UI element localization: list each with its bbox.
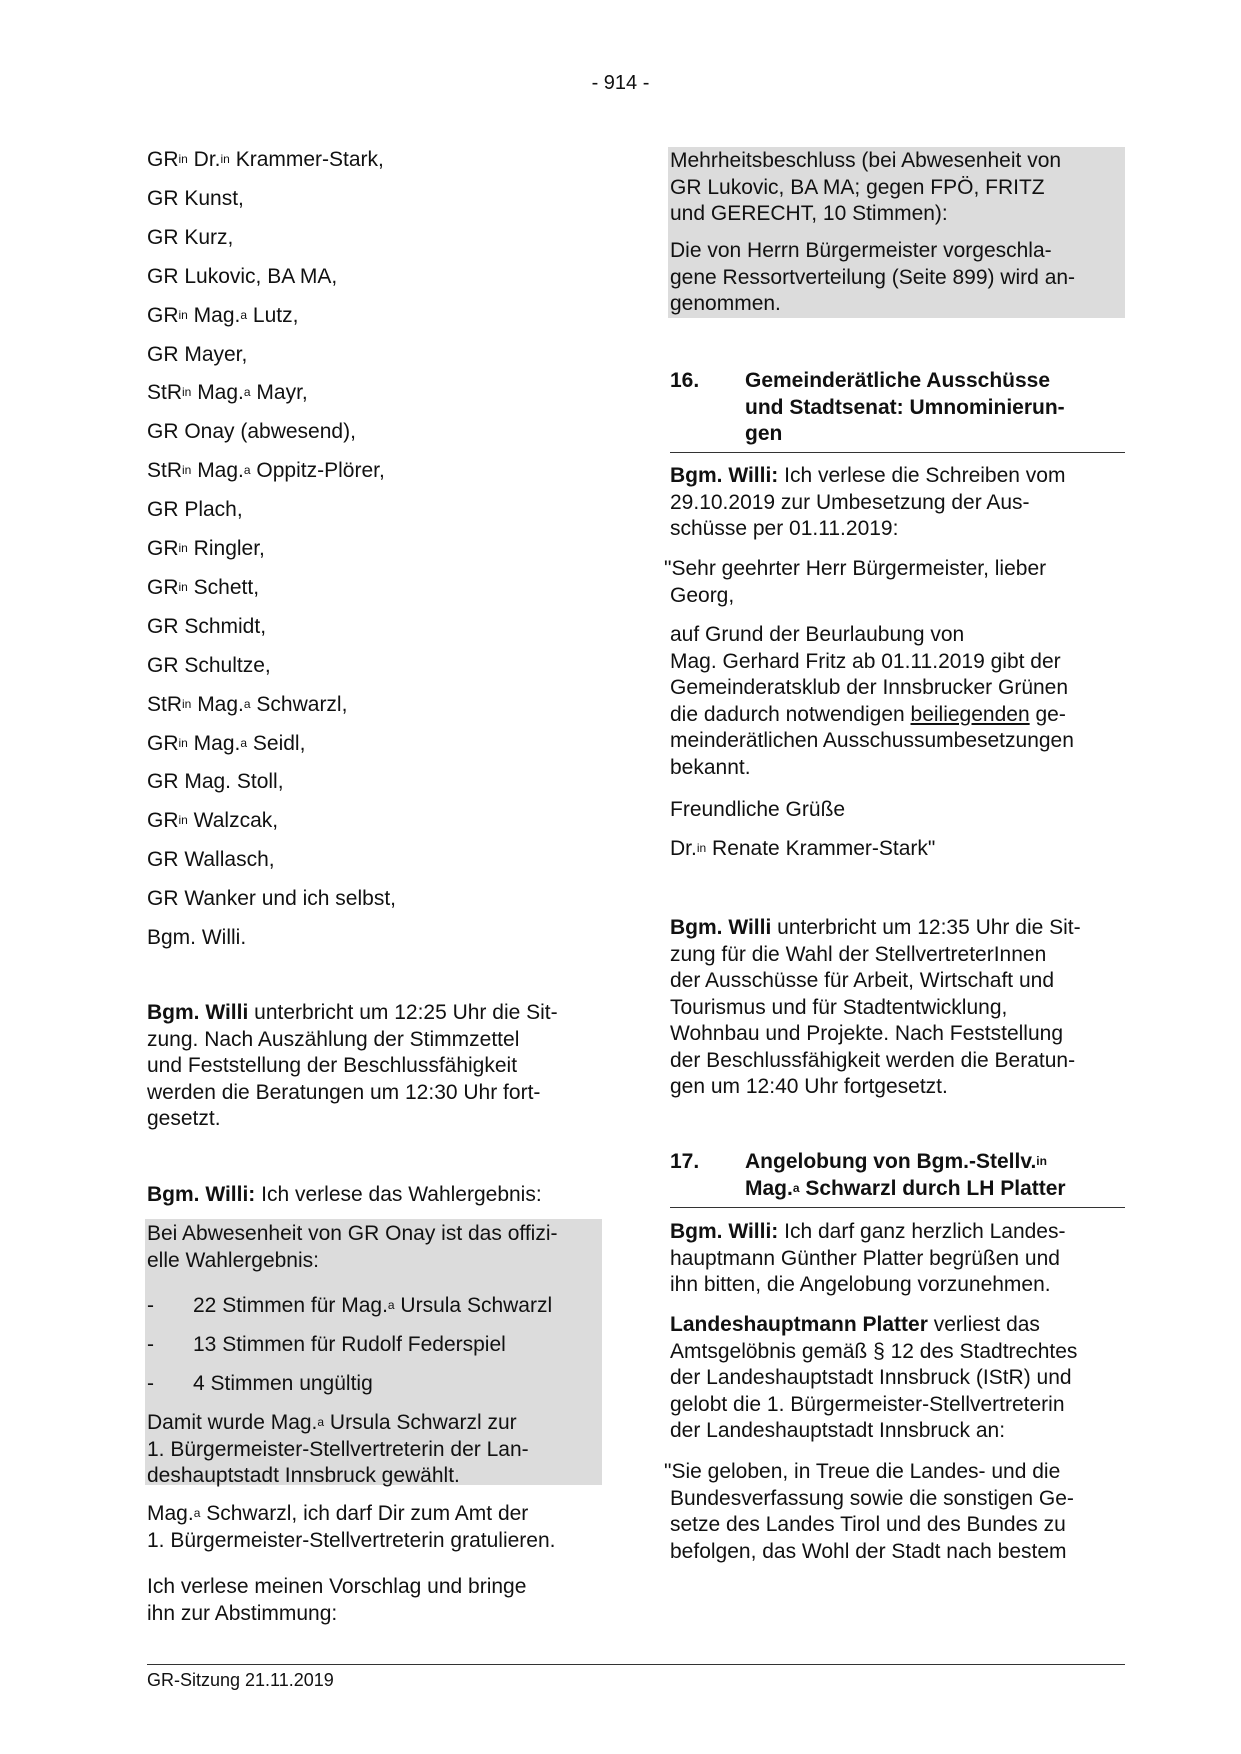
text-line: gesetzt. — [147, 1107, 221, 1130]
attendee-name — [147, 808, 278, 834]
agenda-item-16 — [670, 368, 1125, 448]
text: GR Kurz, — [147, 225, 234, 249]
text-line: der Landeshauptstadt Innsbruck an: — [670, 1419, 1006, 1442]
letter-greeting: Freundliche Grüße — [670, 798, 846, 821]
attendee-name — [147, 225, 233, 251]
text: GR Wanker und ich selbst, — [147, 887, 396, 911]
text: ge- — [1029, 702, 1066, 726]
text: Mag. — [147, 1502, 194, 1525]
text: Schett, — [187, 575, 260, 599]
text: GR Plach, — [147, 498, 243, 522]
text: die dadurch notwendigen — [670, 702, 911, 726]
text-line: Mehrheitsbeschluss (bei Abwesenheit von — [670, 149, 1062, 172]
paragraph-election-result-intro — [147, 1182, 602, 1209]
superscript: in — [220, 152, 230, 166]
decision-text — [670, 238, 1125, 318]
attendee-name — [147, 380, 308, 406]
speaker-name: Bgm. Willi — [147, 1001, 249, 1024]
text: Renate Krammer-Stark" — [706, 837, 936, 860]
text: Angelobung von Bgm.-Stellv. — [745, 1150, 1037, 1173]
text-line: Amtsgelöbnis gemäß § 12 des Stadtrechtes — [670, 1339, 1078, 1363]
text: GR Onay (abwesend), — [147, 420, 356, 444]
text: Mag. — [187, 303, 241, 327]
text-line: 1. Bürgermeister-Stellvertreterin gratulieren. — [147, 1528, 556, 1552]
text: GR Schmidt, — [147, 614, 267, 638]
text-line: Georg, — [670, 583, 735, 607]
text-line: gene Ressortverteilung (Seite 899) wird an- — [670, 265, 1076, 289]
superscript: a — [243, 463, 251, 478]
superscript: in — [182, 696, 192, 711]
text-line: zung. Nach Auszählung der Stimmzettel — [147, 1027, 520, 1051]
page-number: - 914 - — [591, 72, 650, 94]
attendee-name — [147, 419, 356, 445]
superscript: a — [193, 1506, 201, 1520]
text-line: befolgen, das Wohl der Stadt nach bestem — [670, 1539, 1067, 1563]
attendee-name — [147, 575, 259, 601]
attendee-name — [147, 497, 243, 523]
election-result-conclusion — [147, 1410, 602, 1490]
superscript: in — [178, 735, 188, 750]
text: Schwarzl durch LH Platter — [799, 1176, 1066, 1200]
decision-statement — [670, 148, 1125, 228]
paragraph-oath-intro — [670, 1312, 1125, 1445]
election-result-intro — [147, 1221, 602, 1274]
paragraph-welcome — [670, 1219, 1125, 1299]
text: 22 Stimmen für Mag. — [193, 1294, 388, 1317]
text: StR — [147, 381, 183, 405]
superscript: a — [387, 1298, 395, 1312]
attendee-name — [147, 692, 347, 718]
text: StR — [147, 459, 183, 483]
attendee-name — [147, 342, 247, 368]
text-line: Die von Herrn Bürgermeister vorgeschla- — [670, 239, 1052, 262]
attendee-name — [147, 303, 298, 329]
heading-rule — [670, 1207, 1125, 1208]
text-line: elle Wahlergebnis: — [147, 1248, 319, 1272]
text: GR Schultze, — [147, 653, 271, 677]
attendee-name — [147, 147, 384, 173]
oath-text — [664, 1459, 1125, 1565]
superscript: in — [178, 307, 188, 322]
text: Mag. — [191, 459, 244, 483]
text: Mag. — [745, 1176, 793, 1200]
letter-salutation — [664, 556, 1125, 609]
superscript: a — [243, 385, 251, 400]
dash: - — [147, 1372, 154, 1395]
text-line: Ich darf ganz herzlich Landes- — [778, 1220, 1066, 1243]
text: Krammer-Stark, — [229, 148, 384, 171]
text: GR — [147, 575, 179, 599]
superscript: in — [182, 463, 192, 478]
text-line: Tourismus und für Stadtentwicklung, — [670, 995, 1008, 1019]
text-line: Bundesverfassung sowie die sonstigen Ge- — [670, 1486, 1074, 1510]
text: Walzcak, — [187, 809, 279, 833]
text-line: und Stadtsenat: Umnominierun- — [745, 395, 1065, 419]
paragraph-proposal — [147, 1574, 602, 1627]
text-line: Ich verlese meinen Vorschlag und bringe — [147, 1575, 527, 1598]
text-line: "Sehr geehrter Herr Bürgermeister, lieber — [664, 557, 1047, 580]
heading-rule — [670, 452, 1125, 453]
superscript: a — [243, 696, 251, 711]
attendee-name — [147, 458, 385, 484]
letter-body — [670, 622, 1125, 781]
text: GR Kunst, — [147, 186, 244, 210]
text: Schwarzl, — [250, 692, 348, 716]
text-line: gen um 12:40 Uhr fortgesetzt. — [670, 1075, 948, 1098]
text-line: und Feststellung der Beschlussfähigkeit — [147, 1054, 518, 1077]
speaker-name: Bgm. Willi — [670, 916, 772, 939]
superscript: a — [317, 1415, 325, 1429]
text: Seidl, — [247, 731, 306, 755]
speaker-name: Bgm. Willi: — [147, 1183, 256, 1206]
text: Mag. — [187, 731, 241, 755]
text-line: deshauptstadt Innsbruck gewählt. — [147, 1464, 460, 1487]
text-line: gelobt die 1. Bürgermeister-Stellvertreterin — [670, 1392, 1065, 1416]
text-line: Ich verlese die Schreiben vom — [778, 464, 1066, 487]
text-line: meinderätlichen Ausschussumbesetzungen — [670, 729, 1074, 752]
attendee-name — [147, 186, 244, 212]
text: StR — [147, 692, 183, 716]
superscript: in — [178, 579, 188, 594]
text-line: genommen. — [670, 292, 781, 315]
text: GR — [147, 731, 179, 755]
superscript: in — [182, 385, 192, 400]
attendee-name — [147, 847, 275, 873]
text: Damit wurde Mag. — [147, 1411, 318, 1434]
text-line: 29.10.2019 zur Umbesetzung der Aus- — [670, 490, 1030, 514]
item-title — [745, 1149, 1125, 1202]
text: GR Mag. Stoll, — [147, 770, 284, 794]
text: Oppitz-Plörer, — [250, 459, 385, 483]
text-line: Mag. Gerhard Fritz ab 01.11.2019 gibt der — [670, 649, 1061, 673]
text-line: Ich verlese das Wahlergebnis: — [255, 1183, 542, 1206]
attendee-name — [147, 925, 246, 951]
text-line: 1. Bürgermeister-Stellvertreterin der Lan- — [147, 1437, 529, 1461]
paragraph-letter-intro — [670, 463, 1125, 543]
superscript: in — [696, 841, 707, 855]
text-line: bekannt. — [670, 755, 751, 779]
text: 13 Stimmen für Rudolf Federspiel — [193, 1333, 506, 1356]
text-line: GR Lukovic, BA MA; gegen FPÖ, FRITZ — [670, 175, 1045, 199]
text: Schwarzl, ich darf Dir zum Amt der — [200, 1502, 529, 1525]
text-line: unterbricht um 12:35 Uhr die Sit- — [771, 916, 1081, 939]
attendee-name — [147, 536, 265, 562]
text: GR — [147, 148, 179, 171]
attendee-name — [147, 886, 396, 912]
text: GR Wallasch, — [147, 848, 275, 872]
attendee-name — [147, 653, 271, 679]
dash: - — [147, 1333, 154, 1356]
text-line: auf Grund der Beurlaubung von — [670, 623, 965, 646]
attendee-name — [147, 769, 284, 795]
result-item — [147, 1293, 552, 1319]
attendee-name — [147, 264, 337, 290]
text-line: der Landeshauptstadt Innsbruck (IStR) und — [670, 1366, 1072, 1389]
speaker-name: Landeshauptmann Platter — [670, 1313, 928, 1336]
attendee-name — [147, 731, 305, 757]
text-line: setze des Landes Tirol und des Bundes zu — [670, 1513, 1066, 1536]
superscript: a — [240, 735, 248, 750]
text: GR Lukovic, BA MA, — [147, 264, 338, 288]
text: 4 Stimmen ungültig — [193, 1372, 373, 1395]
letter-signature — [670, 836, 1125, 863]
item-number: 17. — [670, 1150, 700, 1173]
text-line: hauptmann Günther Platter begrüßen und — [670, 1246, 1060, 1270]
superscript: in — [1036, 1154, 1047, 1168]
text-line: gen — [745, 422, 783, 445]
paragraph-congratulations — [147, 1501, 602, 1554]
text: GR — [147, 303, 179, 327]
dash: - — [147, 1294, 154, 1317]
text-line: und GERECHT, 10 Stimmen): — [670, 202, 948, 225]
superscript: in — [178, 152, 188, 166]
text: Ursula Schwarzl zur — [324, 1411, 517, 1434]
text-line: "Sie geloben, in Treue die Landes- und die — [664, 1460, 1061, 1483]
text-line: ihn zur Abstimmung: — [147, 1601, 338, 1625]
text: Mag. — [191, 692, 244, 716]
text: Ringler, — [187, 537, 265, 560]
text: GR — [147, 809, 179, 833]
item-title — [745, 368, 1125, 448]
text-line: Gemeinderätliche Ausschüsse — [745, 369, 1051, 392]
text-line: der Beschlussfähigkeit werden die Beratun- — [670, 1048, 1076, 1072]
text: Mayr, — [250, 381, 308, 405]
text: Dr. — [187, 148, 221, 171]
text: Mag. — [191, 381, 244, 405]
text-line: ihn bitten, die Angelobung vorzunehmen. — [670, 1273, 1051, 1296]
text: Lutz, — [247, 303, 299, 327]
result-item — [147, 1371, 373, 1397]
text-line: der Ausschüsse für Arbeit, Wirtschaft und — [670, 969, 1055, 992]
agenda-item-17 — [670, 1149, 1125, 1203]
text: Bgm. Willi. — [147, 926, 247, 949]
text-line: verliest das — [927, 1313, 1040, 1336]
paragraph-recess-2 — [670, 915, 1125, 1101]
footer-text: GR-Sitzung 21.11.2019 — [147, 1670, 334, 1690]
text: Ursula Schwarzl — [394, 1294, 553, 1317]
text-line: Bei Abwesenheit von GR Onay ist das offizi- — [147, 1222, 558, 1245]
superscript: a — [792, 1180, 800, 1195]
text: GR Mayer, — [147, 342, 248, 366]
result-item — [147, 1332, 506, 1358]
underlined-text: beiliegenden — [910, 702, 1030, 726]
text-line: Wohnbau und Projekte. Nach Feststellung — [670, 1022, 1064, 1045]
text-line: werden die Beratungen um 12:30 Uhr fort- — [147, 1080, 541, 1104]
text-line: unterbricht um 12:25 Uhr die Sit- — [248, 1001, 558, 1024]
attendee-name — [147, 614, 266, 640]
text-line: Gemeinderatsklub der Innsbrucker Grünen — [670, 676, 1069, 699]
superscript: in — [178, 541, 188, 555]
item-number: 16. — [670, 369, 700, 392]
superscript: in — [178, 813, 188, 828]
text: Dr. — [670, 837, 697, 860]
text-line: zung für die Wahl der StellvertreterInnen — [670, 942, 1047, 966]
footer-rule — [147, 1664, 1125, 1665]
paragraph-recess-1 — [147, 1000, 602, 1133]
superscript: a — [240, 307, 248, 322]
speaker-name: Bgm. Willi: — [670, 464, 779, 487]
speaker-name: Bgm. Willi: — [670, 1220, 779, 1243]
text: GR — [147, 537, 179, 560]
text-line: schüsse per 01.11.2019: — [670, 517, 899, 540]
